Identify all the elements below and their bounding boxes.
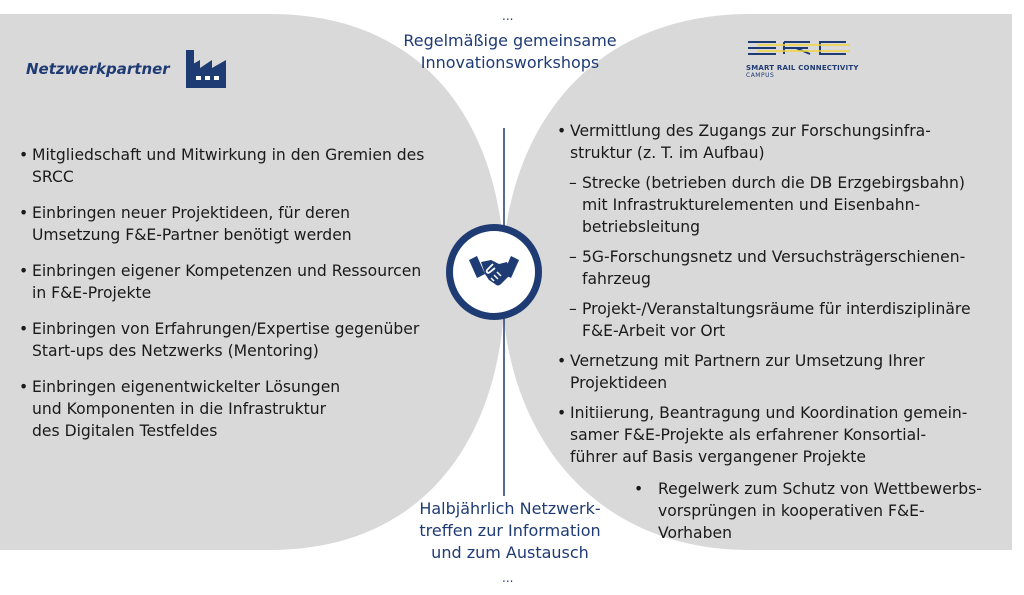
bullet-icon: • [19,204,29,222]
list-item: • Initiierung, Beantragung und Koordination gemein- samer F&E-Projekte als erfahrener Konsortial- führer auf Basis vergangener Projekte [557,404,968,466]
src-logo-mark [746,38,854,58]
logo-sub: CAMPUS [746,72,775,79]
list-item: • Einbringen eigener Kompetenzen und Ressourcen in F&E-Projekte [19,262,422,302]
dash-bullet-icon: – [569,300,577,318]
bullet-icon: • [557,352,567,370]
list-item: • Einbringen neuer Projektideen, für deren Umsetzung F&E-Partner benötigt werden [19,204,352,244]
bullet-icon: • [557,122,567,140]
list-item: • Vernetzung mit Partnern zur Umsetzung Ihrer Projektideen [557,352,925,392]
bullet-icon: • [19,320,29,338]
bullet-icon: • [19,262,29,280]
list-item: • Vermittlung des Zugangs zur Forschungsinfra- struktur (z. T. im Aufbau) [557,122,931,162]
bullet-icon: • [634,480,644,498]
network-meeting-text [390,498,630,564]
top-ellipsis: ... [502,9,514,23]
list-subitem: – Strecke (betrieben durch die DB Erzgebirgsbahn) mit Infrastrukturelementen und Eisenbahn- betriebsleitung [569,174,965,236]
dash-bullet-icon: – [569,248,577,266]
bullet-icon: • [19,378,29,396]
srcc-offerings-list [557,120,1010,552]
workshops-text [390,30,630,74]
meeting-line-3: und zum Austausch [431,543,589,562]
list-subitem: – 5G-Forschungsnetz und Versuchsträgerschienen- fahrzeug [569,248,966,288]
bullet-icon: • [557,404,567,422]
list-subitem: – Projekt-/Veranstaltungsräume für interdisziplinäre F&E-Arbeit vor Ort [569,300,971,340]
bottom-ellipsis: ... [502,571,514,585]
meeting-line-2: treffen zur Information [419,521,601,540]
handshake-icon [467,252,521,292]
partner-header [26,48,228,90]
list-item: • Einbringen von Erfahrungen/Expertise gegenüber Start-ups des Netzwerks (Mentoring) [19,320,420,360]
handshake-circle [446,224,542,320]
srcc-logo [746,38,866,79]
partner-label: Netzwerkpartner [26,60,170,78]
list-item: • Einbringen eigenentwickelter Lösungen und Komponenten in die Infrastruktur des Digitalen Testfeldes [19,378,341,440]
partner-contributions-list [19,144,452,456]
bullet-icon: • [19,146,29,164]
factory-icon [184,48,228,90]
meeting-line-1: Halbjährlich Netzwerk- [419,499,601,518]
list-item: • Mitgliedschaft und Mitwirkung in den Gremien des SRCC [19,146,425,186]
list-item: • Regelwerk zum Schutz von Wettbewerbs- vorsprüngen in kooperativen F&E- Vorhaben [634,480,982,542]
workshops-line-1: Regelmäßige gemeinsame [403,31,617,50]
logo-name: SMART RAIL CONNECTIVITY [746,64,859,72]
dash-bullet-icon: – [569,174,577,192]
workshops-line-2: Innovationsworkshops [420,53,600,72]
